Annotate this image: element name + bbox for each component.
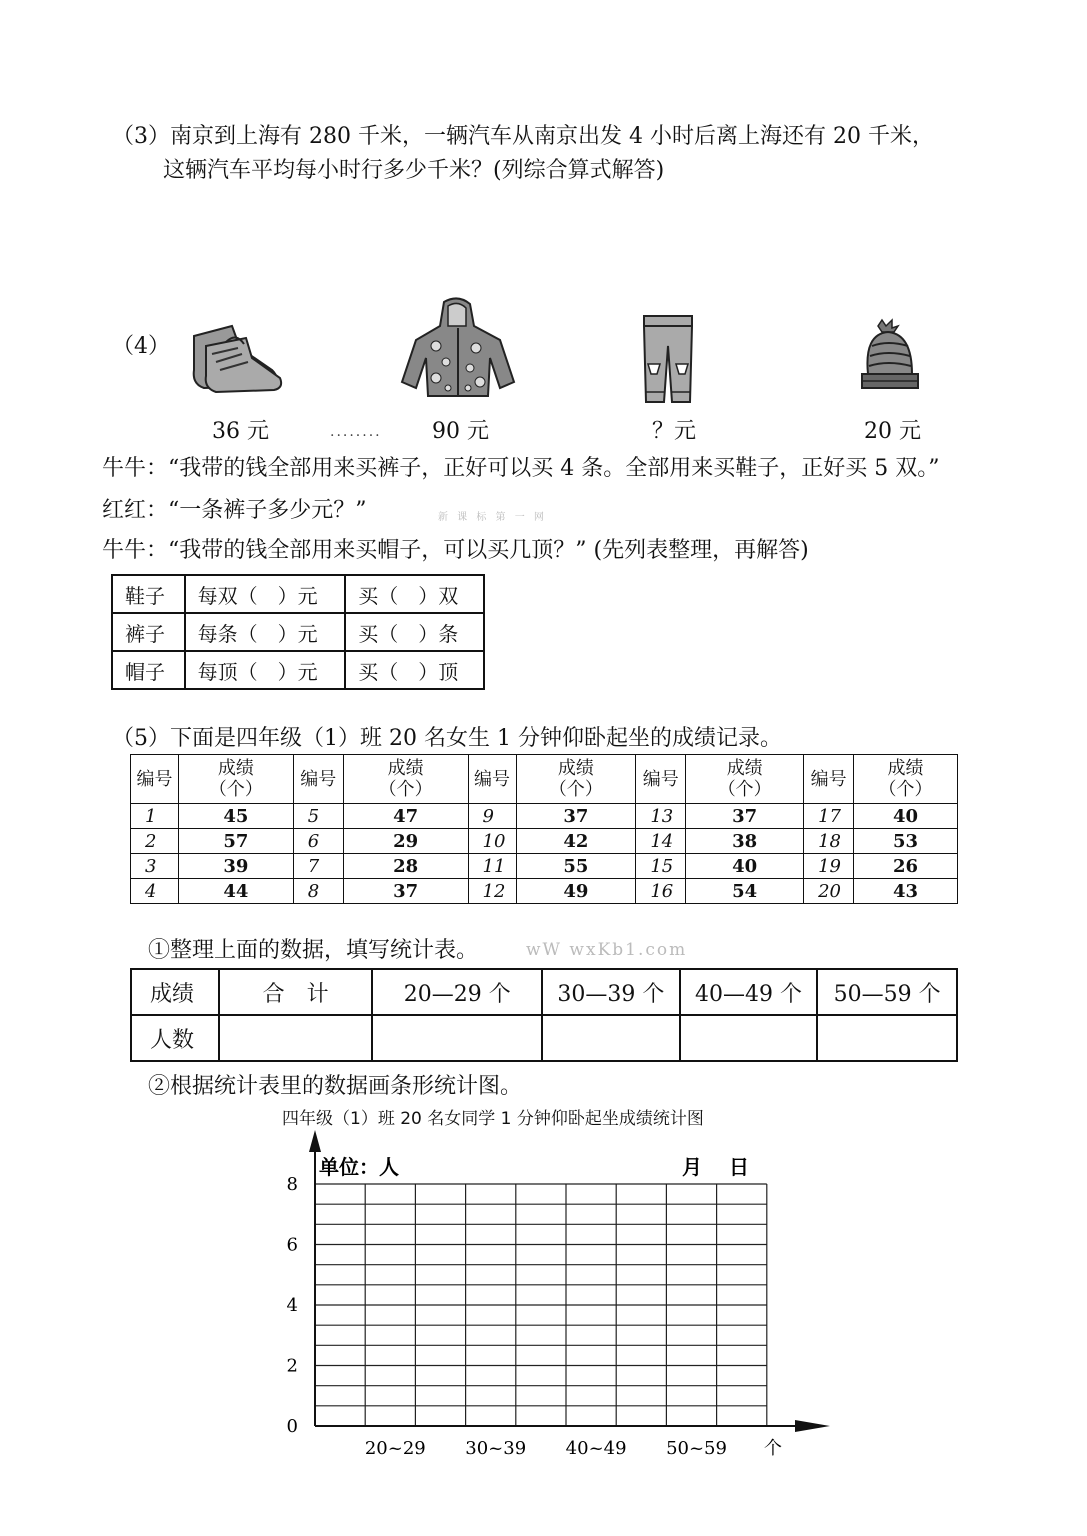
x-tick-label: 30~39 bbox=[465, 1438, 527, 1459]
chart-date-label: 月 日 bbox=[682, 1155, 749, 1179]
x-axis-arrow-icon bbox=[795, 1420, 830, 1432]
student-number: 1 bbox=[131, 804, 179, 829]
header-number: 编号 bbox=[131, 755, 179, 804]
pants-icon bbox=[640, 312, 696, 406]
q4-label: （4） bbox=[112, 334, 170, 359]
score-value: 40 bbox=[854, 804, 958, 829]
score-value: 26 bbox=[854, 854, 958, 879]
header-score bbox=[854, 755, 958, 804]
step1-text: ①整理上面的数据，填写统计表。 bbox=[148, 938, 479, 963]
item-cell: 帽子 bbox=[112, 651, 185, 689]
student-number: 3 bbox=[131, 854, 179, 879]
answer-cell[interactable] bbox=[817, 1015, 957, 1061]
stat-header-range: 40—49 个 bbox=[680, 969, 818, 1015]
x-tick-label: 50~59 bbox=[666, 1438, 727, 1459]
header-score-label: 成绩 bbox=[887, 758, 924, 779]
student-number: 16 bbox=[636, 879, 686, 904]
bar-chart[interactable] bbox=[0, 1126, 1087, 1466]
score-value: 57 bbox=[178, 829, 293, 854]
dialog-line-3: 牛牛：“我带的钱全部用来买帽子，可以买几顶？” (先列表整理，再解答) bbox=[102, 538, 809, 563]
student-number: 5 bbox=[293, 804, 343, 829]
q3-line2: 这辆汽车平均每小时行多少千米？(列综合算式解答) bbox=[163, 158, 665, 183]
score-value: 45 bbox=[178, 804, 293, 829]
student-number: 14 bbox=[636, 829, 686, 854]
score-record-table bbox=[130, 754, 958, 904]
header-score-unit: （个） bbox=[548, 779, 603, 800]
watermark-url: wW wxKb1.com bbox=[526, 940, 688, 960]
header-score-label: 成绩 bbox=[217, 758, 254, 779]
score-value: 37 bbox=[686, 804, 804, 829]
quantity-cell: 买（ ）双 bbox=[345, 575, 484, 613]
statistics-table bbox=[130, 968, 958, 1062]
answer-cell[interactable] bbox=[372, 1015, 542, 1061]
unit-price-cell: 每双（ ）元 bbox=[185, 575, 346, 613]
score-value: 28 bbox=[343, 854, 468, 879]
item-cell: 鞋子 bbox=[112, 575, 185, 613]
header-score-label: 成绩 bbox=[387, 758, 424, 779]
price-jacket: 90 元 bbox=[432, 419, 489, 444]
stat-count-row bbox=[131, 1015, 957, 1061]
q5-intro: （5）下面是四年级（1）班 20 名女生 1 分钟仰卧起坐的成绩记录。 bbox=[112, 726, 782, 751]
header-number: 编号 bbox=[636, 755, 686, 804]
table-header-row bbox=[131, 755, 958, 804]
table-row bbox=[131, 854, 958, 879]
score-value: 40 bbox=[686, 854, 804, 879]
score-value: 47 bbox=[343, 804, 468, 829]
score-value: 37 bbox=[343, 879, 468, 904]
x-tick-label: 20~29 bbox=[364, 1438, 426, 1459]
header-score-unit: （个） bbox=[717, 779, 772, 800]
chart-unit-label: 单位：人 bbox=[319, 1155, 399, 1179]
score-value: 38 bbox=[686, 829, 804, 854]
score-value: 55 bbox=[516, 854, 636, 879]
student-number: 9 bbox=[468, 804, 516, 829]
y-tick-label: 8 bbox=[286, 1174, 298, 1195]
stat-header-range: 50—59 个 bbox=[817, 969, 957, 1015]
header-number: 编号 bbox=[468, 755, 516, 804]
answer-cell[interactable] bbox=[680, 1015, 818, 1061]
price-pants: ？元 bbox=[652, 419, 697, 444]
shopping-table bbox=[111, 574, 485, 690]
score-value: 42 bbox=[516, 829, 636, 854]
jacket-icon bbox=[400, 296, 516, 400]
table-row bbox=[112, 575, 484, 613]
student-number: 7 bbox=[293, 854, 343, 879]
table-row bbox=[112, 651, 484, 689]
table-row bbox=[131, 804, 958, 829]
stat-header-score: 成绩 bbox=[131, 969, 219, 1015]
student-number: 8 bbox=[293, 879, 343, 904]
header-score-label: 成绩 bbox=[557, 758, 594, 779]
answer-cell[interactable] bbox=[542, 1015, 680, 1061]
score-value: 39 bbox=[178, 854, 293, 879]
score-value: 37 bbox=[516, 804, 636, 829]
header-score-label: 成绩 bbox=[726, 758, 763, 779]
stat-row-label: 人数 bbox=[131, 1015, 219, 1061]
score-value: 49 bbox=[516, 879, 636, 904]
score-value: 54 bbox=[686, 879, 804, 904]
student-number: 6 bbox=[293, 829, 343, 854]
quantity-cell: 买（ ）条 bbox=[345, 613, 484, 651]
y-tick-label: 2 bbox=[286, 1355, 298, 1377]
answer-cell[interactable] bbox=[219, 1015, 373, 1061]
header-number: 编号 bbox=[293, 755, 343, 804]
x-tick-label: 40~49 bbox=[565, 1438, 627, 1459]
header-score bbox=[178, 755, 293, 804]
table-row bbox=[131, 829, 958, 854]
stat-header-row bbox=[131, 969, 957, 1015]
watermark: 新 课 标 第 一 网 bbox=[438, 512, 547, 523]
student-number: 18 bbox=[804, 829, 854, 854]
unit-price-cell: 每条（ ）元 bbox=[185, 613, 346, 651]
header-score bbox=[686, 755, 804, 804]
unit-price-cell: 每顶（ ）元 bbox=[185, 651, 346, 689]
header-score-unit: （个） bbox=[878, 779, 933, 800]
header-score bbox=[343, 755, 468, 804]
shoes-icon bbox=[186, 318, 286, 394]
stat-header-range: 30—39 个 bbox=[542, 969, 680, 1015]
header-score-unit: （个） bbox=[208, 779, 263, 800]
y-tick-label: 0 bbox=[286, 1416, 298, 1437]
table-row bbox=[112, 613, 484, 651]
student-number: 10 bbox=[468, 829, 516, 854]
price-hat: 20 元 bbox=[864, 419, 921, 444]
hat-icon bbox=[858, 318, 920, 392]
chart-title: 四年级（1）班 20 名女同学 1 分钟仰卧起坐成绩统计图 bbox=[282, 1109, 704, 1129]
student-number: 4 bbox=[131, 879, 179, 904]
price-shoes: 36 元 bbox=[212, 419, 269, 444]
stat-header-total: 合 计 bbox=[219, 969, 373, 1015]
student-number: 12 bbox=[468, 879, 516, 904]
student-number: 15 bbox=[636, 854, 686, 879]
student-number: 11 bbox=[468, 854, 516, 879]
score-value: 29 bbox=[343, 829, 468, 854]
dots-leader: ........ bbox=[330, 424, 382, 440]
header-score-unit: （个） bbox=[378, 779, 433, 800]
quantity-cell: 买（ ）顶 bbox=[345, 651, 484, 689]
student-number: 19 bbox=[804, 854, 854, 879]
y-tick-label: 4 bbox=[286, 1295, 298, 1316]
dialog-line-1: 牛牛：“我带的钱全部用来买裤子，正好可以买 4 条。全部用来买鞋子，正好买 5 双。” bbox=[102, 456, 940, 481]
y-tick-label: 6 bbox=[286, 1234, 298, 1256]
student-number: 13 bbox=[636, 804, 686, 829]
student-number: 2 bbox=[131, 829, 179, 854]
score-value: 43 bbox=[854, 879, 958, 904]
step2-text: ②根据统计表里的数据画条形统计图。 bbox=[148, 1074, 523, 1099]
student-number: 17 bbox=[804, 804, 854, 829]
y-axis-arrow-icon bbox=[309, 1130, 321, 1152]
item-cell: 裤子 bbox=[112, 613, 185, 651]
q3-line1: （3）南京到上海有 280 千米，一辆汽车从南京出发 4 小时后离上海还有 20 千米， bbox=[112, 124, 934, 149]
header-number: 编号 bbox=[804, 755, 854, 804]
student-number: 20 bbox=[804, 879, 854, 904]
table-row bbox=[131, 879, 958, 904]
x-unit-label: 个 bbox=[764, 1438, 782, 1459]
stat-header-range: 20—29 个 bbox=[372, 969, 542, 1015]
score-value: 44 bbox=[178, 879, 293, 904]
score-value: 53 bbox=[854, 829, 958, 854]
header-score bbox=[516, 755, 636, 804]
dialog-line-2: 红红：“一条裤子多少元？” bbox=[102, 498, 367, 523]
